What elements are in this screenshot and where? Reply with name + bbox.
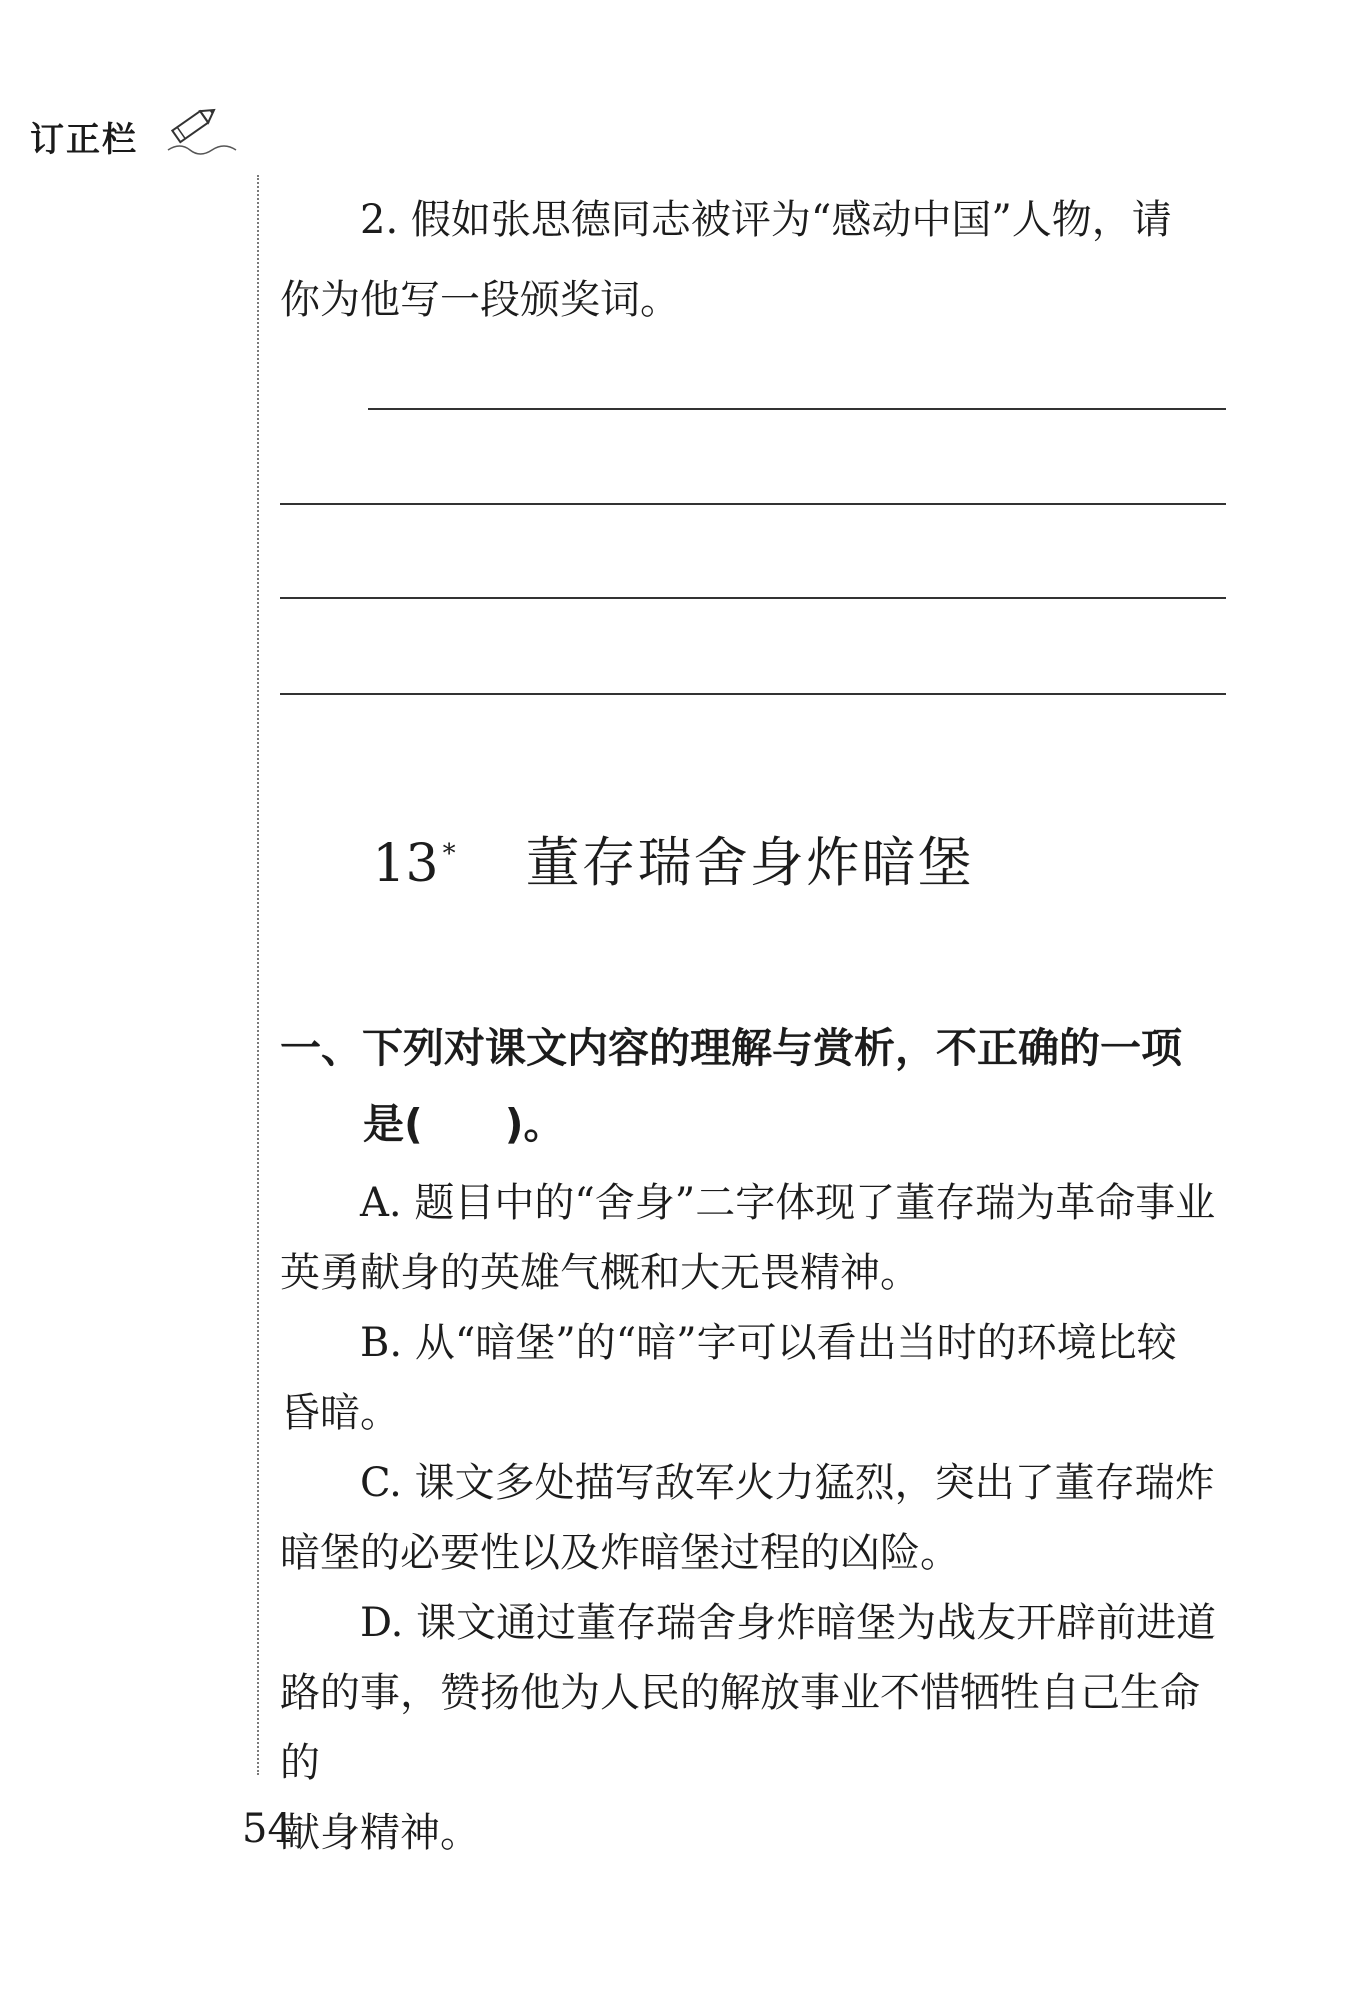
question-2-line-2: 你为他写一段颁奖词。 (280, 277, 680, 323)
answer-line[interactable] (368, 408, 1226, 410)
answer-line[interactable] (280, 693, 1226, 695)
answer-options (280, 1168, 1230, 1868)
question-2-line-1: 2. 假如张思德同志被评为“感动中国”人物，请 (360, 197, 1172, 243)
section-one-line-2: 是( )。 (363, 1100, 565, 1148)
option-c-line-1: C. 课文多处描写敌军火力猛烈，突出了董存瑞炸 (360, 1460, 1215, 1506)
option-d (280, 1588, 1230, 1868)
section-one-heading (280, 1010, 1240, 1162)
lesson-title-text: 董存瑞舍身炸暗堡 (525, 831, 974, 894)
option-c-line-2: 暗堡的必要性以及炸暗堡过程的凶险。 (280, 1530, 960, 1576)
page-number: 54 (242, 1806, 293, 1852)
lesson-number: 13 (372, 834, 439, 894)
option-a-line-2: 英勇献身的英雄气概和大无畏精神。 (280, 1250, 920, 1296)
option-b (280, 1308, 1230, 1448)
option-a-line-1: A. 题目中的“舍身”二字体现了董存瑞为革命事业 (360, 1180, 1216, 1226)
option-b-line-1: B. 从“暗堡”的“暗”字可以看出当时的环境比较 (360, 1320, 1177, 1366)
lesson-title (0, 820, 1346, 897)
margin-divider (257, 175, 259, 1775)
section-one-line-1: 一、下列对课文内容的理解与赏析，不正确的一项 (280, 1024, 1182, 1072)
pencil-icon (160, 98, 240, 158)
question-2 (280, 180, 1230, 340)
option-d-line-2: 路的事，赞扬他为人民的解放事业不惜牺牲自己生命的 (280, 1670, 1200, 1786)
option-c (280, 1448, 1230, 1588)
answer-line[interactable] (280, 503, 1226, 505)
lesson-marker: * (442, 839, 456, 869)
option-a (280, 1168, 1230, 1308)
option-b-line-2: 昏暗。 (280, 1390, 400, 1436)
option-d-line-1: D. 课文通过董存瑞舍身炸暗堡为战友开辟前进道 (360, 1600, 1217, 1646)
option-d-line-3: 献身精神。 (280, 1810, 480, 1856)
margin-label-correction: 订正栏 (30, 120, 138, 160)
answer-line[interactable] (280, 597, 1226, 599)
